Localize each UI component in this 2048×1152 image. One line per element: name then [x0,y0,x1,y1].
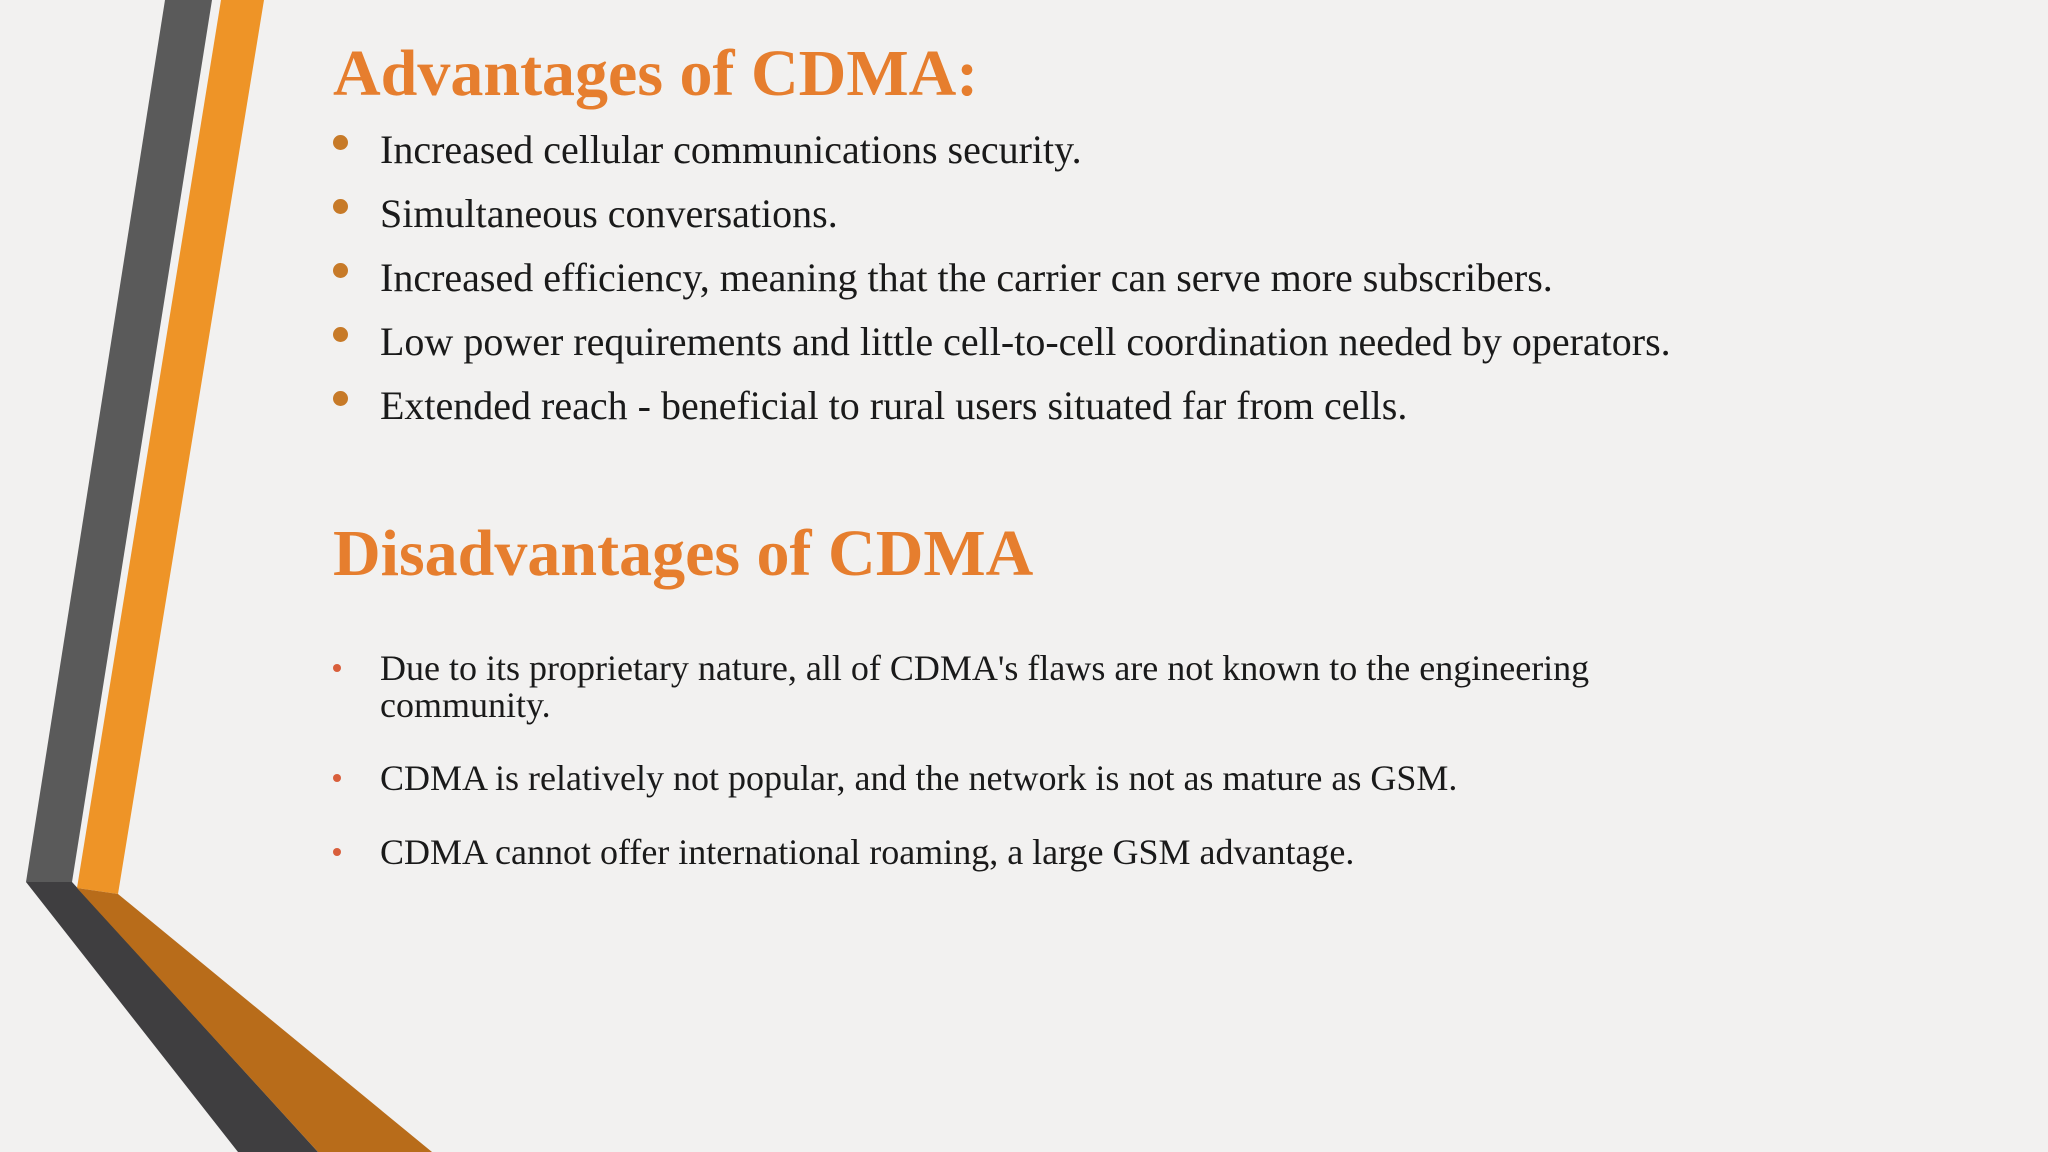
list-item [333,834,1733,871]
bullet-icon [333,135,348,150]
list-item-text: CDMA is relatively not popular, and the network is not as mature as GSM. [380,758,1458,798]
list-item-text: CDMA cannot offer international roaming, a large GSM advantage. [380,832,1355,872]
bullet-icon [333,664,341,672]
list-item-text: Low power requirements and little cell-to-cell coordination needed by operators. [380,319,1671,364]
list-item-text: Due to its proprietary nature, all of CDMA's flaws are not known to the engineering community. [380,648,1590,725]
list-item [333,127,1833,173]
list-item-text: Extended reach - beneficial to rural users situated far from cells. [380,383,1408,428]
advantages-list [333,127,1833,447]
bullet-icon [333,391,348,406]
bullet-icon [333,327,348,342]
list-item [333,760,1733,797]
disadvantages-heading: Disadvantages of CDMA [333,517,1034,590]
list-item [333,383,1833,429]
list-item [333,255,1833,301]
list-item [333,319,1833,365]
disadvantages-list [333,650,1733,871]
bullet-icon [333,774,341,782]
list-item [333,650,1733,724]
bullet-icon [333,199,348,214]
advantages-heading: Advantages of CDMA: [333,37,979,110]
list-item-text: Increased efficiency, meaning that the carrier can serve more subscribers. [380,255,1553,300]
list-item-text: Simultaneous conversations. [380,191,838,236]
bullet-icon [333,263,348,278]
list-item-text: Increased cellular communications security. [380,127,1082,172]
dark-stripe-lower [26,882,318,1152]
bullet-icon [333,848,341,856]
list-item [333,191,1833,237]
